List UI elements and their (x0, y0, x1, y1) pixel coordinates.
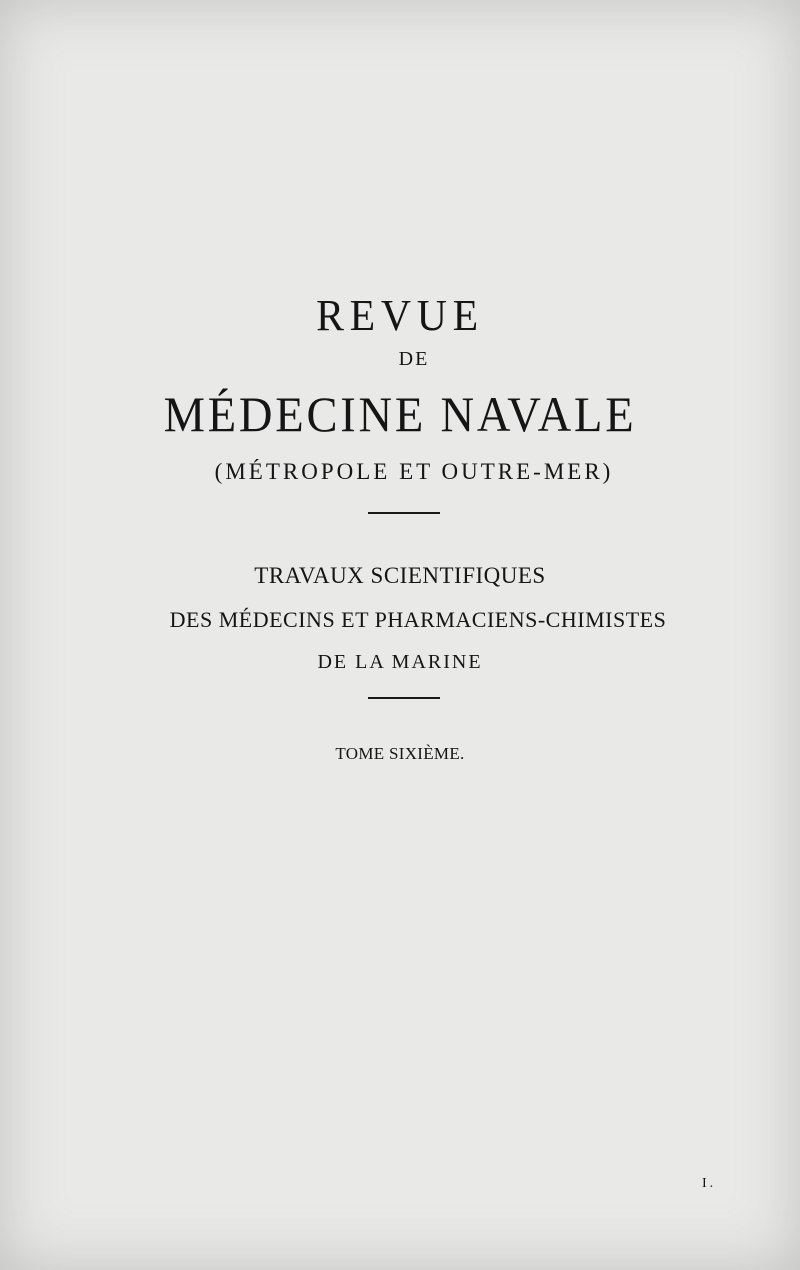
description-line-medecins: DES MÉDECINS ET PHARMACIENS-CHIMISTES (169, 607, 667, 632)
printer-signature-mark: I. (702, 1176, 717, 1191)
divider-rule-top (368, 512, 440, 514)
journal-subtitle: (MÉTROPOLE ET OUTRE-MER) (214, 459, 614, 484)
journal-main-title: MÉDECINE NAVALE (163, 386, 637, 442)
volume-label: TOME SIXIÈME. (335, 744, 465, 763)
journal-title-de: DE (398, 348, 430, 370)
divider-rule-bottom (368, 697, 440, 699)
description-line-travaux: TRAVAUX SCIENTIFIQUES (254, 563, 546, 588)
description-line-marine: DE LA MARINE (317, 651, 483, 673)
journal-title-revue: REVUE (316, 291, 484, 340)
